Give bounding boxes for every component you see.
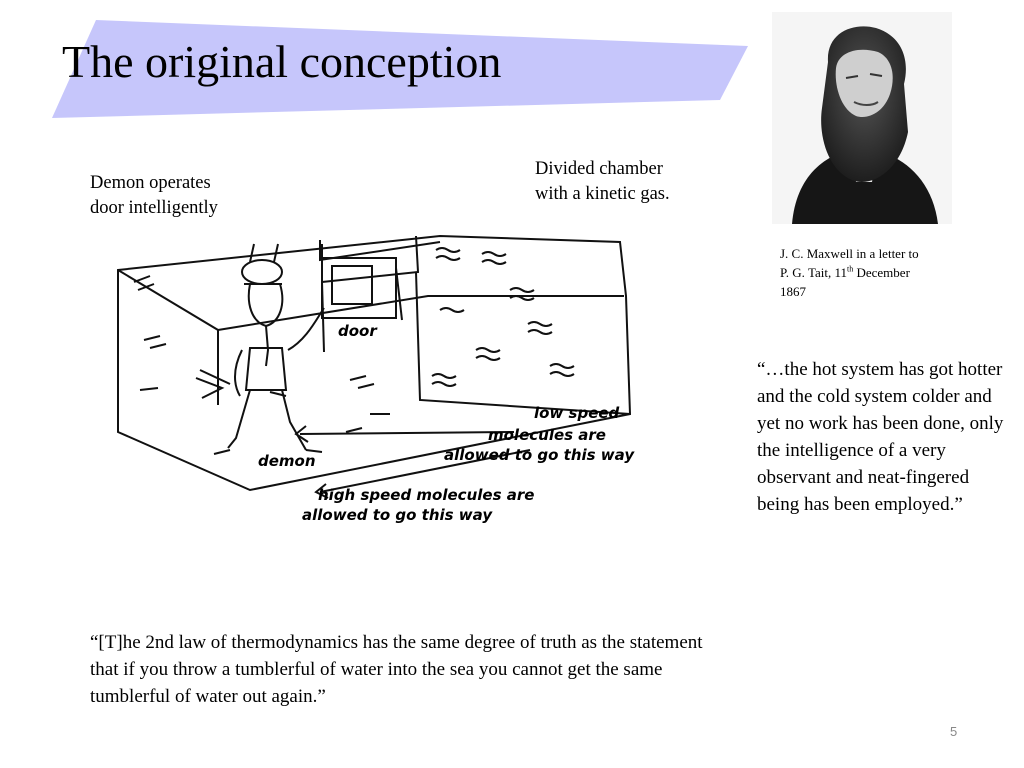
demon-label-line: Demon operates <box>90 173 211 193</box>
caption-line <box>780 263 980 282</box>
door-label: door <box>338 322 377 340</box>
caption-superscript: th <box>847 264 854 274</box>
high-speed-label-line: high speed molecules are <box>318 486 535 504</box>
caption-line: J. C. Maxwell in a letter to <box>780 246 919 261</box>
page-number: 5 <box>950 724 958 739</box>
demon-figure-label: demon <box>258 452 316 470</box>
high-speed-label-line: allowed to go this way <box>302 506 493 524</box>
low-speed-label-line: low speed <box>534 404 620 422</box>
caption-text: December <box>853 265 910 280</box>
chamber-label-line: with a kinetic gas. <box>535 184 670 204</box>
slide-title: The original conception <box>62 36 502 87</box>
second-law-quote: “[T]he 2nd law of thermodynamics has the same degree of truth as the statement that if you throw a tumblerful of water into the sea you cannot get the same tumblerful of water out again.” <box>90 632 703 707</box>
maxwell-quote: “…the hot system has got hotter and the cold system colder and yet no work has been done, only the intelligence of a very observant and neat-fingered being has been employed.” <box>757 359 1004 515</box>
caption-line: 1867 <box>780 284 806 299</box>
low-speed-label-line: molecules are <box>488 426 606 444</box>
portrait-caption <box>780 244 980 301</box>
low-speed-label-line: allowed to go this way <box>444 446 635 464</box>
chamber-label-line: Divided chamber <box>535 159 663 179</box>
caption-text: P. G. Tait, 11 <box>780 265 847 280</box>
maxwell-portrait <box>772 12 952 224</box>
demon-label-line: door intelligently <box>90 198 218 218</box>
